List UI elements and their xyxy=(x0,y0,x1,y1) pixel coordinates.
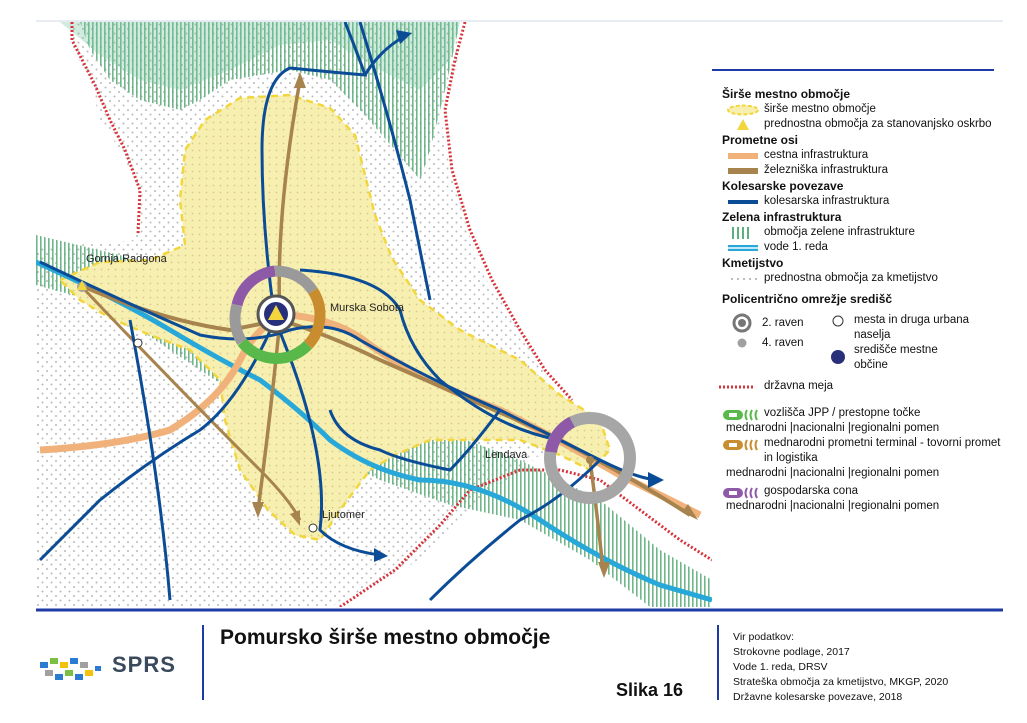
legend-section-transport: Prometne osi xyxy=(722,133,799,147)
town-marker xyxy=(134,339,142,347)
legend-agri: prednostna območja za kmetijstvo xyxy=(722,271,1012,286)
legend-hub-jpp: vozlišča JPP / prestopne točke xyxy=(722,406,1012,421)
source-item: Vode 1. reda, DRSV xyxy=(733,661,828,673)
legend-section-bike: Kolesarske povezave xyxy=(722,179,844,193)
dots-swatch-icon xyxy=(726,273,760,285)
legend-section-urban: Širše mestno območje xyxy=(722,87,851,101)
data-sources xyxy=(733,630,948,705)
legend-hub-economic-sub: mednarodni |nacionalni |regionalni pomen xyxy=(726,500,940,512)
water-swatch-icon xyxy=(726,242,760,254)
municipal-center-icon xyxy=(830,349,846,370)
legend-network-grid: 2. raven 4. raven mesta in druga urbana naselja središče mestne občine xyxy=(722,311,1012,377)
triangle-icon xyxy=(726,119,760,131)
rail-swatch-icon xyxy=(726,165,760,177)
legend-section-agri: Kmetijstvo xyxy=(722,256,784,270)
town-marker xyxy=(309,524,317,532)
hub-terminal-icon xyxy=(722,438,762,450)
figure-title: Pomursko širše mestno območje xyxy=(220,626,551,649)
legend-green: območja zelene infrastrukture xyxy=(722,225,1012,240)
label-murska-sobota: Murska Sobota xyxy=(330,302,404,314)
legend-hub-terminal-sub: mednarodni |nacionalni |regionalni pomen xyxy=(726,467,940,479)
figure-number: Slika 16 xyxy=(616,680,684,700)
legend-border: državna meja xyxy=(722,379,1012,394)
sprs-logo-icon xyxy=(40,658,101,680)
legend-water: vode 1. reda xyxy=(722,240,1012,255)
hub-economic-icon xyxy=(722,486,762,498)
label-ljutomer: Ljutomer xyxy=(322,509,365,521)
label-lendava: Lendava xyxy=(485,449,528,461)
sources-title: Vir podatkov: xyxy=(733,631,795,643)
legend-hub-terminal: mednarodni prometni terminal - tovorni promet in logistika xyxy=(722,436,1012,466)
bike-swatch-icon xyxy=(726,196,760,208)
legend-road: cestna infrastruktura xyxy=(722,148,1012,163)
source-item: Strokovne podlage, 2017 xyxy=(733,646,850,658)
legend-housing: prednostna območja za stanovanjsko oskrbo xyxy=(722,117,1012,132)
sprs-logo: SPRS xyxy=(112,652,176,677)
road-swatch-icon xyxy=(726,150,760,162)
source-item: Strateška območja za kmetijstvo, MKGP, 2020 xyxy=(733,676,949,688)
border-swatch-icon xyxy=(718,381,756,393)
legend xyxy=(722,86,1012,514)
legend-urban-area: širše mestno območje xyxy=(722,102,1012,117)
legend-hub-jpp-sub: mednarodni |nacionalni |regionalni pomen xyxy=(726,422,940,434)
legend-section-green: Zelena infrastruktura xyxy=(722,210,842,224)
hub-jpp-icon xyxy=(722,408,762,420)
label-gornja-radgona: Gornja Radgona xyxy=(86,253,167,265)
level4-icon xyxy=(737,338,747,353)
legend-bike: kolesarska infrastruktura xyxy=(722,194,1012,209)
urban-area-swatch-icon xyxy=(726,104,760,116)
legend-hub-economic: gospodarska cona xyxy=(722,484,1012,499)
legend-rail: železniška infrastruktura xyxy=(722,163,1012,178)
legend-section-network: Policentrično omrežje središč xyxy=(722,292,893,306)
source-item: Državne kolesarske povezave, 2018 xyxy=(733,691,903,703)
green-swatch-icon xyxy=(726,227,760,239)
level2-icon xyxy=(732,313,752,338)
town-icon xyxy=(832,315,844,332)
